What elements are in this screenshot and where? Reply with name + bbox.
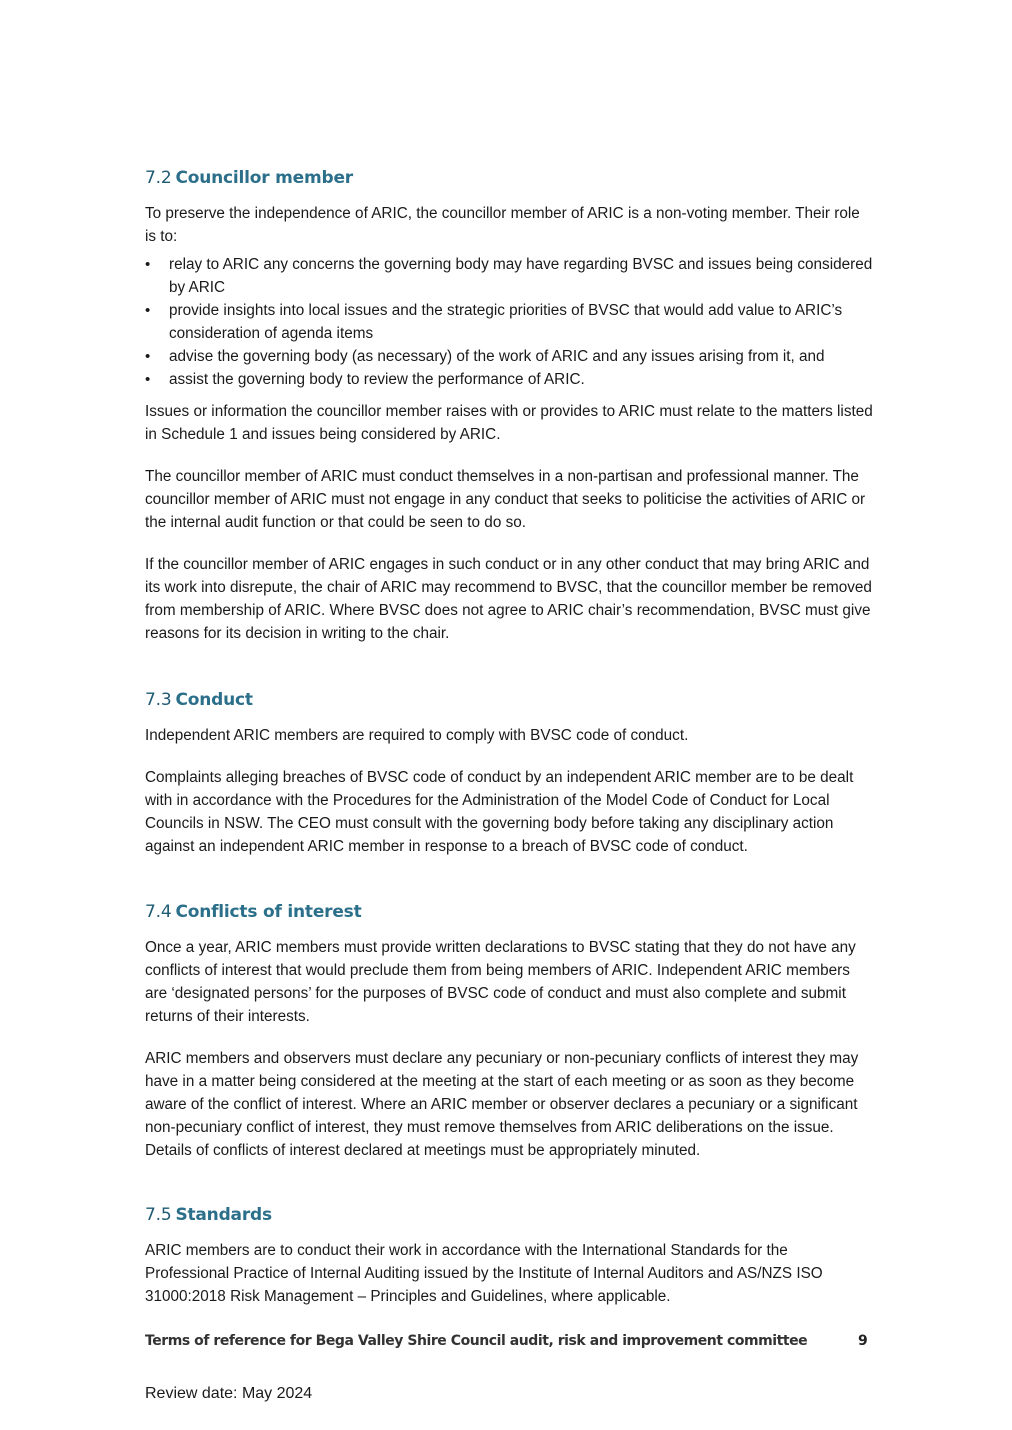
role-list <box>145 253 875 391</box>
section-number: 7.2 <box>145 168 172 188</box>
paragraph: ARIC members and observers must declare any pecuniary or non-pecuniary conflicts of interest they may have in a matter being considered at the meeting at the start of each meeting or as soon as they become aware of the conflict of interest. Where an ARIC member or observer declares a pecuniary or a significant non-pecuniary conflict of interest, they must remove themselves from ARIC deliberations on the issue. Details of conflicts of interest declared at meetings must be appropriately minuted. <box>145 1050 859 1159</box>
section-number: 7.5 <box>145 1205 172 1225</box>
section-conflicts-of-interest <box>145 901 875 1162</box>
list-item: • provide insights into local issues and the strategic priorities of BVSC that would add value to ARIC’s consideration of agenda items <box>145 299 875 345</box>
section-heading <box>145 1204 875 1226</box>
section-heading <box>145 901 875 923</box>
paragraph: If the councillor member of ARIC engages in such conduct or in any other conduct that may bring ARIC and its work into disrepute, the chair of ARIC may recommend to BVSC, that the councillor member be removed from membership of ARIC. Where BVSC does not agree to ARIC chair’s recommendation, BVSC must give reasons for its decision in writing to the chair. <box>145 556 872 642</box>
section-title: Standards <box>175 1205 272 1225</box>
section-title: Conflicts of interest <box>175 902 362 922</box>
paragraph: Issues or information the councillor member raises with or provides to ARIC must relate to the matters listed in Schedule 1 and issues being considered by ARIC. <box>145 403 873 443</box>
section-heading <box>145 689 875 711</box>
section-title: Conduct <box>175 690 253 710</box>
section-number: 7.3 <box>145 690 172 710</box>
paragraph: The councillor member of ARIC must conduct themselves in a non-partisan and professional manner. The councillor member of ARIC must not engage in any conduct that seeks to politicise the activities of ARIC or the internal audit function or that could be seen to do so. <box>145 468 866 531</box>
section-conduct <box>145 689 875 858</box>
section-heading <box>145 167 875 189</box>
paragraph: Complaints alleging breaches of BVSC code of conduct by an independent ARIC member are to be dealt with in accordance with the Procedures for the Administration of the Model Code of Conduct for Local Councils in NSW. The CEO must consult with the governing body before taking any disciplinary action against an independent ARIC member in response to a breach of BVSC code of conduct. <box>145 769 854 855</box>
section-councillor-member <box>145 167 875 645</box>
page-number: 9 <box>858 1333 868 1349</box>
intro-paragraph: To preserve the independence of ARIC, the councillor member of ARIC is a non-voting member. Their role is to: <box>145 205 860 245</box>
footer-document-title: Terms of reference for Bega Valley Shire Council audit, risk and improvement committee <box>145 1333 808 1349</box>
paragraph: Independent ARIC members are required to comply with BVSC code of conduct. <box>145 727 689 744</box>
list-item: • advise the governing body (as necessary) of the work of ARIC and any issues arising from it, and <box>145 345 875 368</box>
paragraph: Once a year, ARIC members must provide written declarations to BVSC stating that they do not have any conflicts of interest that would preclude them from being members of ARIC. Independent ARIC members are ‘designated persons’ for the purposes of BVSC code of conduct and must also complete and submit returns of their interests. <box>145 939 856 1025</box>
section-number: 7.4 <box>145 902 172 922</box>
list-item: • assist the governing body to review the performance of ARIC. <box>145 368 875 391</box>
section-title: Councillor member <box>175 168 353 188</box>
list-item: • relay to ARIC any concerns the governing body may have regarding BVSC and issues being considered by ARIC <box>145 253 875 299</box>
section-standards <box>145 1204 875 1308</box>
paragraph: ARIC members are to conduct their work in accordance with the International Standards for the Professional Practice of Internal Auditing issued by the Institute of Internal Auditors and AS/NZS ISO 31000:2018 Risk Management – Principles and Guidelines, where applicable. <box>145 1242 823 1305</box>
review-date: Review date: May 2024 <box>145 1385 313 1402</box>
